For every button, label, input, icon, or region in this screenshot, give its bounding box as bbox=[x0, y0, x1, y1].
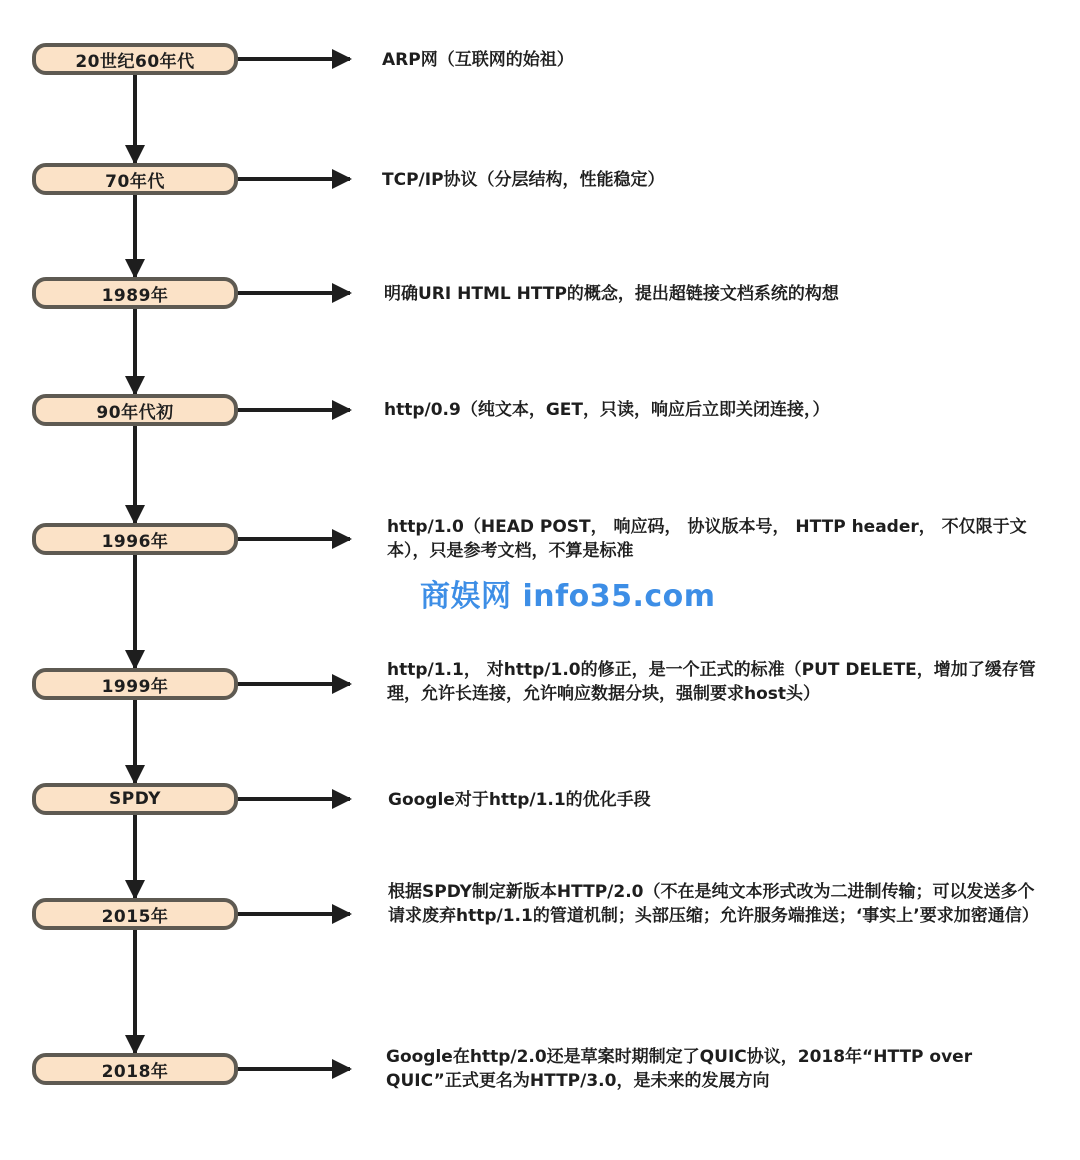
timeline-node: 1996年 bbox=[32, 523, 238, 555]
timeline-description: http/1.0（HEAD POST， 响应码， 协议版本号， HTTP header， 不仅限于文本），只是参考文档，不算是标准 bbox=[387, 517, 1027, 561]
timeline-node: 2018年 bbox=[32, 1053, 238, 1085]
timeline-description: http/0.9（纯文本，GET，只读，响应后立即关闭连接，） bbox=[384, 400, 830, 420]
timeline-description: http/1.1， 对http/1.0的修正，是一个正式的标准（PUT DELETE，增加了缓存管理，允许长连接，允许响应数据分块，强制要求host头） bbox=[387, 660, 1036, 704]
timeline-node: 1999年 bbox=[32, 668, 238, 700]
timeline-description: Google在http/2.0还是草案时期制定了QUIC协议，2018年“HTTP over QUIC”正式更名为HTTP/3.0，是未来的发展方向 bbox=[386, 1047, 973, 1091]
timeline-description: 根据SPDY制定新版本HTTP/2.0（不在是纯文本形式改为二进制传输；可以发送多个请求废弃http/1.1的管道机制；头部压缩；允许服务端推送；‘事实上’要求加密通信） bbox=[388, 882, 1039, 926]
timeline-node: 20世纪60年代 bbox=[32, 43, 238, 75]
timeline-description: TCP/IP协议（分层结构，性能稳定） bbox=[382, 170, 665, 190]
timeline-node: 70年代 bbox=[32, 163, 238, 195]
watermark-text: 商娱网 info35.com bbox=[420, 579, 716, 614]
timeline-node: SPDY bbox=[32, 783, 238, 815]
timeline-node: 1989年 bbox=[32, 277, 238, 309]
timeline-description: 明确URI HTML HTTP的概念，提出超链接文档系统的构想 bbox=[384, 284, 839, 304]
timeline-description: ARP网（互联网的始祖） bbox=[382, 50, 574, 70]
timeline-node: 90年代初 bbox=[32, 394, 238, 426]
timeline-node: 2015年 bbox=[32, 898, 238, 930]
timeline-description: Google对于http/1.1的优化手段 bbox=[388, 790, 651, 810]
